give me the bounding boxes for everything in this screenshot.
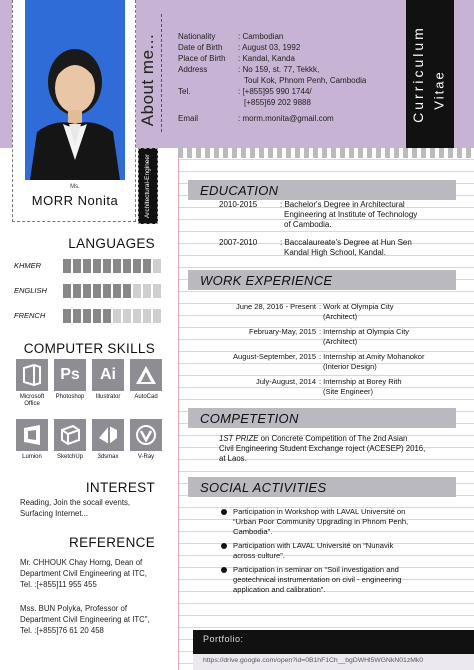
work-item: August-September, 2015 : Internship at Amity Mohanokor (Interior Design) [233,352,425,371]
language-row-french: FRENCH [14,309,162,323]
role-strip [138,148,158,224]
level-segment [103,284,111,298]
interest-text: Reading, Join the socail events, Surfacing Internet... [20,498,131,518]
name-prefix: Ms. [70,184,80,190]
level-segment [93,309,101,323]
level-segment [63,284,71,298]
skill-lumion: Lumion [14,419,50,461]
level-segment [73,284,81,298]
skill-illustrator: Ai Illustrator [90,359,126,401]
portfolio-link[interactable]: https://drive.google.com/open?id=0B1hF1Ch__bgDWHl5WGNkN01zMk0 [193,654,474,670]
3dsmax-icon [92,419,124,451]
level-segment [133,284,141,298]
reference-item: Mr. CHHOUK Chay Horng, Dean of Department Civil Engineering at ITC, Tel. :[+855]11 955 455 [20,558,147,589]
info-row: Toul Kok, Phnom Penh, Cambodia [244,76,367,85]
language-level-bars [63,284,161,298]
autocad-icon [130,359,162,391]
level-segment [113,259,121,273]
languages-title: LANGUAGES [68,236,155,251]
vray-icon [130,419,162,451]
level-segment [73,259,81,273]
level-segment [103,259,111,273]
level-segment [133,259,141,273]
level-segment [83,259,91,273]
level-segment [153,284,161,298]
level-segment [123,309,131,323]
level-segment [73,309,81,323]
language-row-khmer: KHMER [14,259,162,273]
education-item: 2010-2015 : Bachelor's Degree in Architectural Engineering at Institute of Technology of Cambodia. [219,200,418,229]
list-item: Participation with LAVAL Université on “Nunavik across culture”. [219,541,459,561]
work-item: June 28, 2016 - Present : Work at Olympia City (Architect) [235,302,394,321]
level-segment [123,284,131,298]
profile-photo [25,0,125,180]
interest-title: INTEREST [85,480,155,495]
skill-office: Microsoft Office [14,359,50,408]
social-list [219,507,459,599]
info-row: Email : morm.monita@gmail.com [178,114,334,123]
info-row: [+855]69 202 9888 [244,98,311,107]
about-me-text: About me... [138,33,157,127]
reference-title: REFERENCE [69,535,155,550]
lumion-icon [16,419,48,451]
portfolio-bar [193,630,474,670]
profile-card [12,0,136,222]
level-segment [113,309,121,323]
level-segment [133,309,141,323]
level-segment [113,284,121,298]
role-text: Architectural-Engineer [144,153,151,219]
level-segment [153,309,161,323]
level-segment [63,309,71,323]
social-header: SOCIAL ACTIVITIES [188,477,456,497]
computer-skills-title: COMPUTER SKILLS [23,341,155,356]
skill-sketchup: SketchUp [52,419,88,461]
illustrator-icon: Ai [92,359,124,391]
skill-photoshop: Ps Photoshop [52,359,88,401]
sketchup-icon [54,419,86,451]
education-item: 2007-2010 : Baccalaureate's Degree at Hun Sen Kandal High School, Kandal. [219,238,412,257]
level-segment [93,259,101,273]
skill-3dsmax: 3dsmax [90,419,126,461]
level-segment [143,309,151,323]
skill-vray: V-Ray [128,419,164,461]
personal-info [178,31,433,124]
skill-autocad: AutoCad [128,359,164,401]
info-row: Date of Birth : August 03, 1992 [178,43,301,52]
list-item: Participation in seminar on “Soil investigation and geotechnical instrumentation on civil - engineering application and calibration”. [219,565,459,595]
reference-item: Mss. BUN Polyka, Professor of Department Civil Engineering at ITC", Tel. :[+855]76 61 20 458 [20,604,150,635]
level-segment [83,309,91,323]
full-name: MORR Nonita [31,193,119,208]
level-segment [123,259,131,273]
level-segment [143,284,151,298]
work-item: February-May, 2015 : Internship at Olympia City (Architect) [249,327,410,346]
level-segment [153,259,161,273]
language-row-english: ENGLISH [14,284,162,298]
education-header: EDUCATION [188,180,456,200]
work-item: July-August, 2014 : Internship at Borey Rith (Site Engineer) [255,377,402,396]
info-row: Place of Birth : Kandal, Kanda [178,54,295,63]
portfolio-label: Portfolio: [203,634,244,644]
level-segment [93,284,101,298]
about-divider [161,14,162,132]
level-segment [83,284,91,298]
level-segment [103,309,111,323]
cv-title-box [406,0,454,148]
cv-title-line1: Curriculum [410,25,426,123]
language-level-bars [63,309,161,323]
competition-header: COMPETETION [188,408,456,428]
work-list [186,302,459,402]
list-item: Participation in Workshop with LAVAL Université on “Urban Poor Community Upgrading in Phnom Penh, Cambodia”. [219,507,459,537]
work-header: WORK EXPERIENCE [188,270,456,290]
paper-binding [178,148,474,158]
info-row: Nationality : Cambodian [178,32,284,41]
level-segment [143,259,151,273]
competition-text: 1ST PRIZE on Concrete Competition of The 2nd Asian Civil Engineering Student Exchange roject (ACESEP) 2016, at Laos. [219,434,426,463]
language-level-bars [63,259,161,273]
info-row: Address : No 159, st. 77, Tekkk, [178,65,320,74]
office-icon [16,359,48,391]
photoshop-icon: Ps [54,359,86,391]
about-me-label [128,20,168,140]
cv-title-line2: Vitae [431,70,447,110]
level-segment [63,259,71,273]
info-row: Tel. : [+855]95 990 1744/ [178,87,312,96]
